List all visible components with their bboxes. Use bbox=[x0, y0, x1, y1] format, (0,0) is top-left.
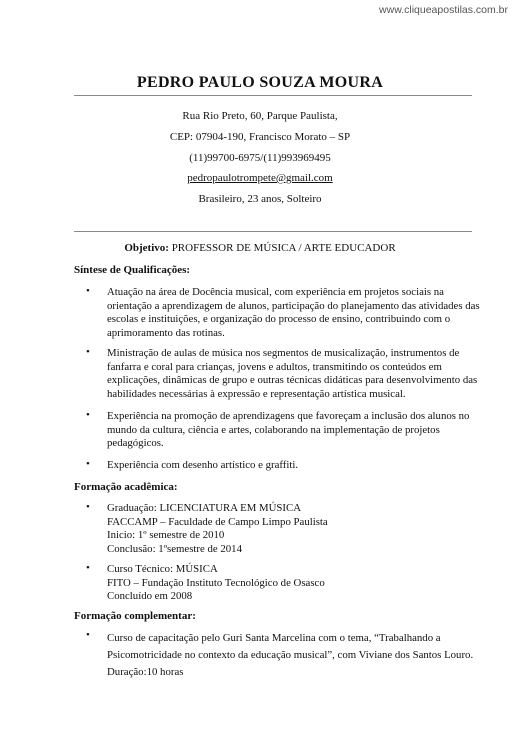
education-item bbox=[107, 563, 472, 604]
item-line: Curso de capacitação pelo Guri Santa Marcelina com o tema, “Trabalhando a bbox=[107, 632, 441, 644]
item-line: fanfarra e coral para crianças, jovens e adultos, transmitindo os conteúdos em bbox=[107, 360, 442, 373]
qualification-item bbox=[107, 459, 472, 473]
item-line: Curso Técnico: MÚSICA bbox=[107, 563, 218, 575]
address-line: Rua Rio Preto, 60, Parque Paulista, bbox=[182, 110, 338, 122]
qualifications-title: Síntese de Qualificações: bbox=[74, 264, 191, 276]
bullet-icon: • bbox=[86, 285, 90, 297]
qualification-item bbox=[107, 347, 478, 401]
personal-info-line: Brasileiro, 23 anos, Solteiro bbox=[198, 193, 322, 205]
header-divider-top bbox=[74, 95, 472, 96]
bullet-icon: • bbox=[86, 458, 90, 470]
education-title: Formação acadêmica: bbox=[74, 481, 178, 493]
item-line: habilidades necessárias à expressão e representação artística musical. bbox=[107, 387, 406, 400]
bullet-icon: • bbox=[86, 346, 90, 358]
item-line: Atuação na área de Docência musical, com experiência em projetos sociais na bbox=[107, 286, 444, 298]
complementary-item bbox=[107, 630, 472, 681]
bullet-icon: • bbox=[86, 409, 90, 421]
qualification-item bbox=[107, 286, 480, 340]
item-line: Conclusão: 1ºsemestre de 2014 bbox=[107, 542, 242, 555]
item-line: escolas e instituições, e organização do processo de ensino, contribuindo com o bbox=[107, 313, 451, 326]
objective-text: PROFESSOR DE MÚSICA / ARTE EDUCADOR bbox=[168, 242, 396, 254]
education-item bbox=[107, 502, 472, 556]
item-line: Concluído em 2008 bbox=[107, 590, 193, 603]
item-line: orientação a aprendizagem de alunos, participação do planejamento das atividades das bbox=[107, 299, 480, 312]
item-line: pedagógicos. bbox=[107, 437, 164, 450]
item-line: Ministração de aulas de música nos segmentos de musicalização, instrumentos de bbox=[107, 347, 460, 359]
bullet-icon: • bbox=[86, 629, 90, 641]
item-line: mundo da cultura, ciência e artes, colaborando na implementação de projetos bbox=[107, 423, 440, 436]
objective-label: Objetivo: bbox=[124, 242, 169, 254]
item-line: Experiência na promoção de aprendizagens que favoreçam a inclusão dos alunos no bbox=[107, 410, 470, 422]
item-line: Psicomotricidade no contexto da educação musical”, com Viviane dos Santos Louro. bbox=[107, 649, 474, 661]
phone-line: (11)99700-6975/(11)993969495 bbox=[189, 152, 331, 164]
qualification-item bbox=[107, 410, 472, 451]
objective-line bbox=[0, 242, 520, 254]
bullet-icon: • bbox=[86, 501, 90, 513]
item-line: FACCAMP – Faculdade de Campo Limpo Paulista bbox=[107, 515, 328, 528]
item-line: Inicio: 1º semestre de 2010 bbox=[107, 529, 225, 542]
item-line: Graduação: LICENCIATURA EM MÚSICA bbox=[107, 502, 302, 514]
candidate-name: PEDRO PAULO SOUZA MOURA bbox=[136, 74, 384, 91]
email-link[interactable]: pedropaulotrompete@gmail.com bbox=[187, 172, 333, 184]
bullet-icon: • bbox=[86, 562, 90, 574]
watermark: www.cliqueapostilas.com.br bbox=[379, 4, 508, 16]
item-line: aprimoramento das rotinas. bbox=[107, 326, 225, 339]
cep-line: CEP: 07904-190, Francisco Morato – SP bbox=[169, 131, 351, 143]
item-line: Duração:10 horas bbox=[107, 666, 184, 678]
email-line bbox=[0, 172, 520, 184]
header-divider-bottom bbox=[74, 231, 472, 232]
item-line: explicações, dinâmicas de grupo e outras técnicas didáticas para desenvolvimento das bbox=[107, 374, 478, 387]
item-line: FITO – Fundação Instituto Tecnológico de Osasco bbox=[107, 576, 325, 589]
item-line: Experiência com desenho artístico e graffiti. bbox=[107, 459, 299, 471]
complementary-title: Formação complementar: bbox=[74, 610, 196, 622]
